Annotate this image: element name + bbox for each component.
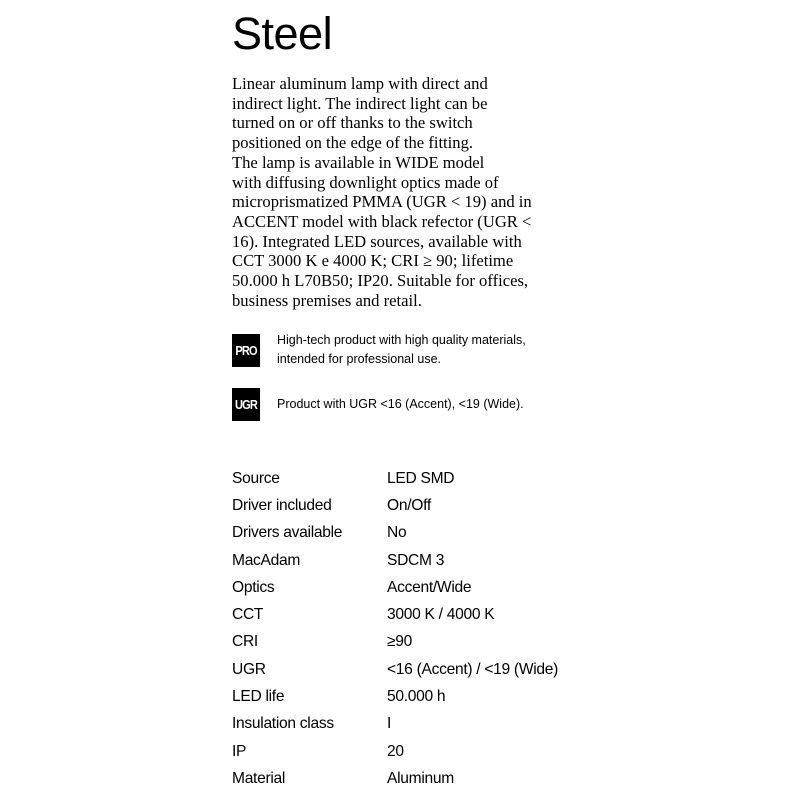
pro-badge-row <box>232 331 526 369</box>
description-line: business premises and retail. <box>232 290 422 310</box>
spec-label: Optics <box>232 578 275 596</box>
spec-label: MacAdam <box>232 551 301 569</box>
spec-row <box>232 711 632 738</box>
description-line: CCT 3000 K e 4000 K; CRI ≥ 90; lifetime <box>232 251 514 271</box>
spec-label: UGR <box>232 660 266 678</box>
spec-label: Drivers available <box>232 524 343 542</box>
description-line: 16). Integrated LED sources, available with <box>232 231 522 251</box>
specs-table <box>232 465 632 793</box>
ugr-badge-row <box>232 388 524 421</box>
spec-value: On/Off <box>387 496 431 514</box>
spec-value: 3000 K / 4000 K <box>387 606 495 624</box>
spec-label: Driver included <box>232 496 332 514</box>
spec-row <box>232 656 632 683</box>
description-line: 50.000 h L70B50; IP20. Suitable for offices, <box>232 271 529 291</box>
spec-row <box>232 574 632 601</box>
product-description <box>232 74 572 310</box>
spec-value: 20 <box>387 742 404 760</box>
spec-label: CRI <box>232 633 258 651</box>
spec-label: LED life <box>232 688 285 706</box>
description-line: with diffusing downlight optics made of <box>232 172 499 192</box>
spec-value: Accent/Wide <box>387 578 472 596</box>
pro-badge-description <box>277 331 526 369</box>
spec-row <box>232 738 632 765</box>
description-line: indirect light. The indirect light can be <box>232 93 488 113</box>
spec-value: ≥90 <box>387 633 413 651</box>
spec-value: No <box>387 524 407 542</box>
spec-label: Insulation class <box>232 715 334 733</box>
spec-value: <16 (Accent) / <19 (Wide) <box>387 660 559 678</box>
spec-label: Material <box>232 769 286 787</box>
ugr-badge-description: Product with UGR <16 (Accent), <19 (Wide). <box>277 397 524 411</box>
spec-row <box>232 547 632 574</box>
pro-badge-text-line: intended for professional use. <box>277 352 441 366</box>
description-line: turned on or off thanks to the switch <box>232 113 473 133</box>
description-line: positioned on the edge of the fitting. <box>232 133 474 153</box>
spec-value: Aluminum <box>387 769 454 787</box>
spec-value: LED SMD <box>387 469 455 487</box>
pro-badge-text-line: High-tech product with high quality materials, <box>277 333 526 347</box>
spec-row <box>232 465 632 492</box>
spec-value: SDCM 3 <box>387 551 445 569</box>
spec-row <box>232 629 632 656</box>
spec-row <box>232 765 632 792</box>
spec-label: Source <box>232 469 280 487</box>
description-line: The lamp is available in WIDE model <box>232 152 485 172</box>
spec-row <box>232 601 632 628</box>
spec-label: IP <box>232 742 247 760</box>
description-line: ACCENT model with black refector (UGR < <box>232 211 532 231</box>
spec-value: I <box>387 715 392 733</box>
description-line: microprismatized PMMA (UGR < 19) and in <box>232 192 532 212</box>
ugr-badge-icon: UGR <box>232 388 260 421</box>
product-title: Steel <box>232 8 333 59</box>
description-line: Linear aluminum lamp with direct and <box>232 74 488 93</box>
spec-row <box>232 683 632 710</box>
pro-badge-icon: PRO <box>232 334 260 367</box>
spec-value: 50.000 h <box>387 688 446 706</box>
spec-row <box>232 492 632 519</box>
spec-label: CCT <box>232 606 264 624</box>
spec-row <box>232 520 632 547</box>
